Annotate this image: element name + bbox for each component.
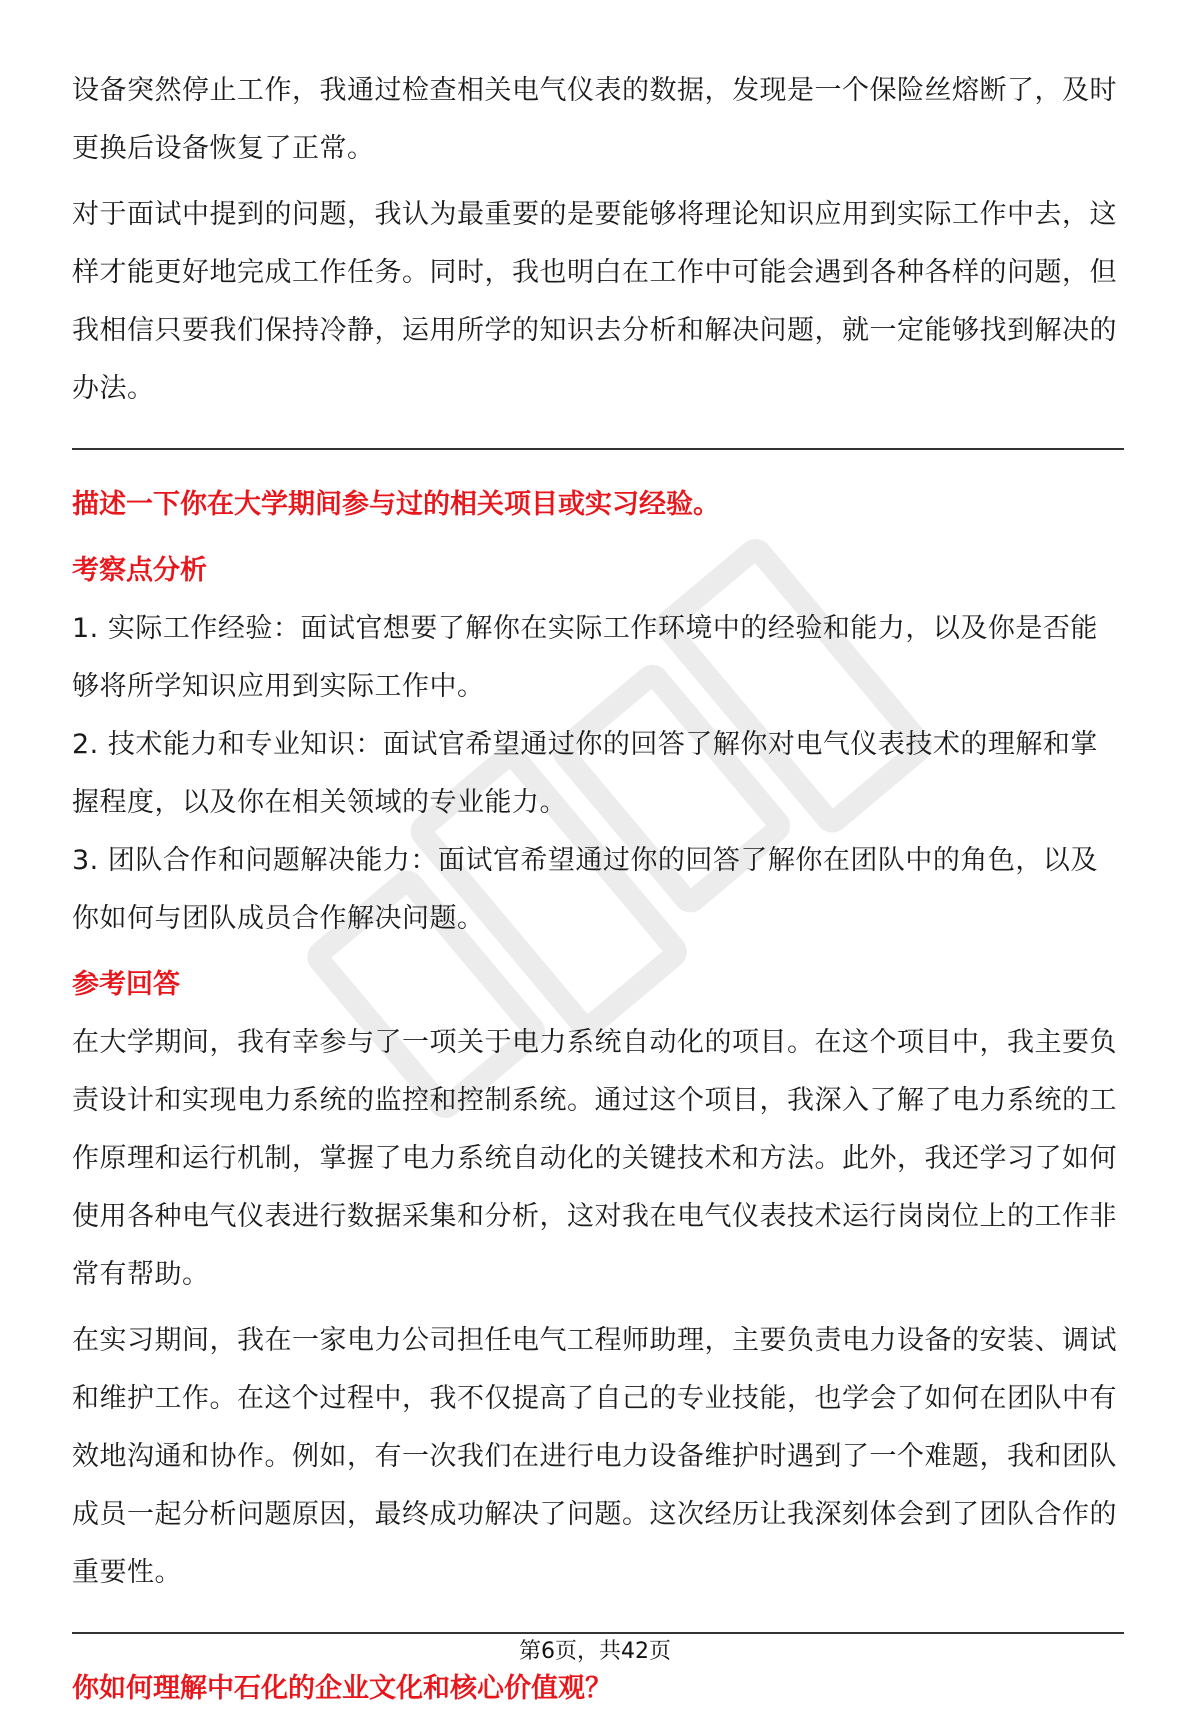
analysis-point-3: 3. 团队合作和问题解决能力：面试官希望通过你的回答了解你在团队中的角色，以及你如何与团队成员合作解决问题。 [72, 845, 1098, 934]
intro-paragraph-1: 设备突然停止工作，我通过检查相关电气仪表的数据，发现是一个保险丝熔断了，及时更换后设备恢复了正常。 [72, 75, 1117, 164]
answer-paragraph-2: 在实习期间，我在一家电力公司担任电气工程师助理，主要负责电力设备的安装、调试和维护工作。在这个过程中，我不仅提高了自己的专业技能，也学会了如何在团队中有效地沟通和协作。例如，有一次我们在进行电力设备维护时遇到了一个难题，我和团队成员一起分析问题原因，最终成功解决了问题。这次经历让我深刻体会到了团队合作的重要性。 [72, 1325, 1117, 1588]
document-page [72, 62, 1124, 1718]
intro-paragraph-2: 对于面试中提到的问题，我认为最重要的是要能够将理论知识应用到实际工作中去，这样才能更好地完成工作任务。同时，我也明白在工作中可能会遇到各种各样的问题，但我相信只要我们保持冷静，运用所学的知识去分析和解决问题，就一定能够找到解决的办法。 [72, 199, 1117, 404]
question-1-title: 描述一下你在大学期间参与过的相关项目或实习经验。 [72, 489, 720, 520]
analysis-point-2: 2. 技术能力和专业知识：面试官希望通过你的回答了解你对电气仪表技术的理解和掌握程度，以及你在相关领域的专业能力。 [72, 729, 1098, 818]
answer-heading: 参考回答 [72, 969, 180, 1000]
analysis-heading: 考察点分析 [72, 555, 207, 586]
section-divider [72, 448, 1124, 450]
analysis-point-1: 1. 实际工作经验：面试官想要了解你在实际工作环境中的经验和能力，以及你是否能够将所学知识应用到实际工作中。 [72, 613, 1098, 702]
answer-paragraph-1: 在大学期间，我有幸参与了一项关于电力系统自动化的项目。在这个项目中，我主要负责设计和实现电力系统的监控和控制系统。通过这个项目，我深入了解了电力系统的工作原理和运行机制，掌握了电力系统自动化的关键技术和方法。此外，我还学习了如何使用各种电气仪表进行数据采集和分析，这对我在电气仪表技术运行岗岗位上的工作非常有帮助。 [72, 1027, 1117, 1290]
page-number: 第6页，共42页 [519, 1639, 671, 1664]
question-2-title: 你如何理解中石化的企业文化和核心价值观？ [72, 1673, 612, 1704]
